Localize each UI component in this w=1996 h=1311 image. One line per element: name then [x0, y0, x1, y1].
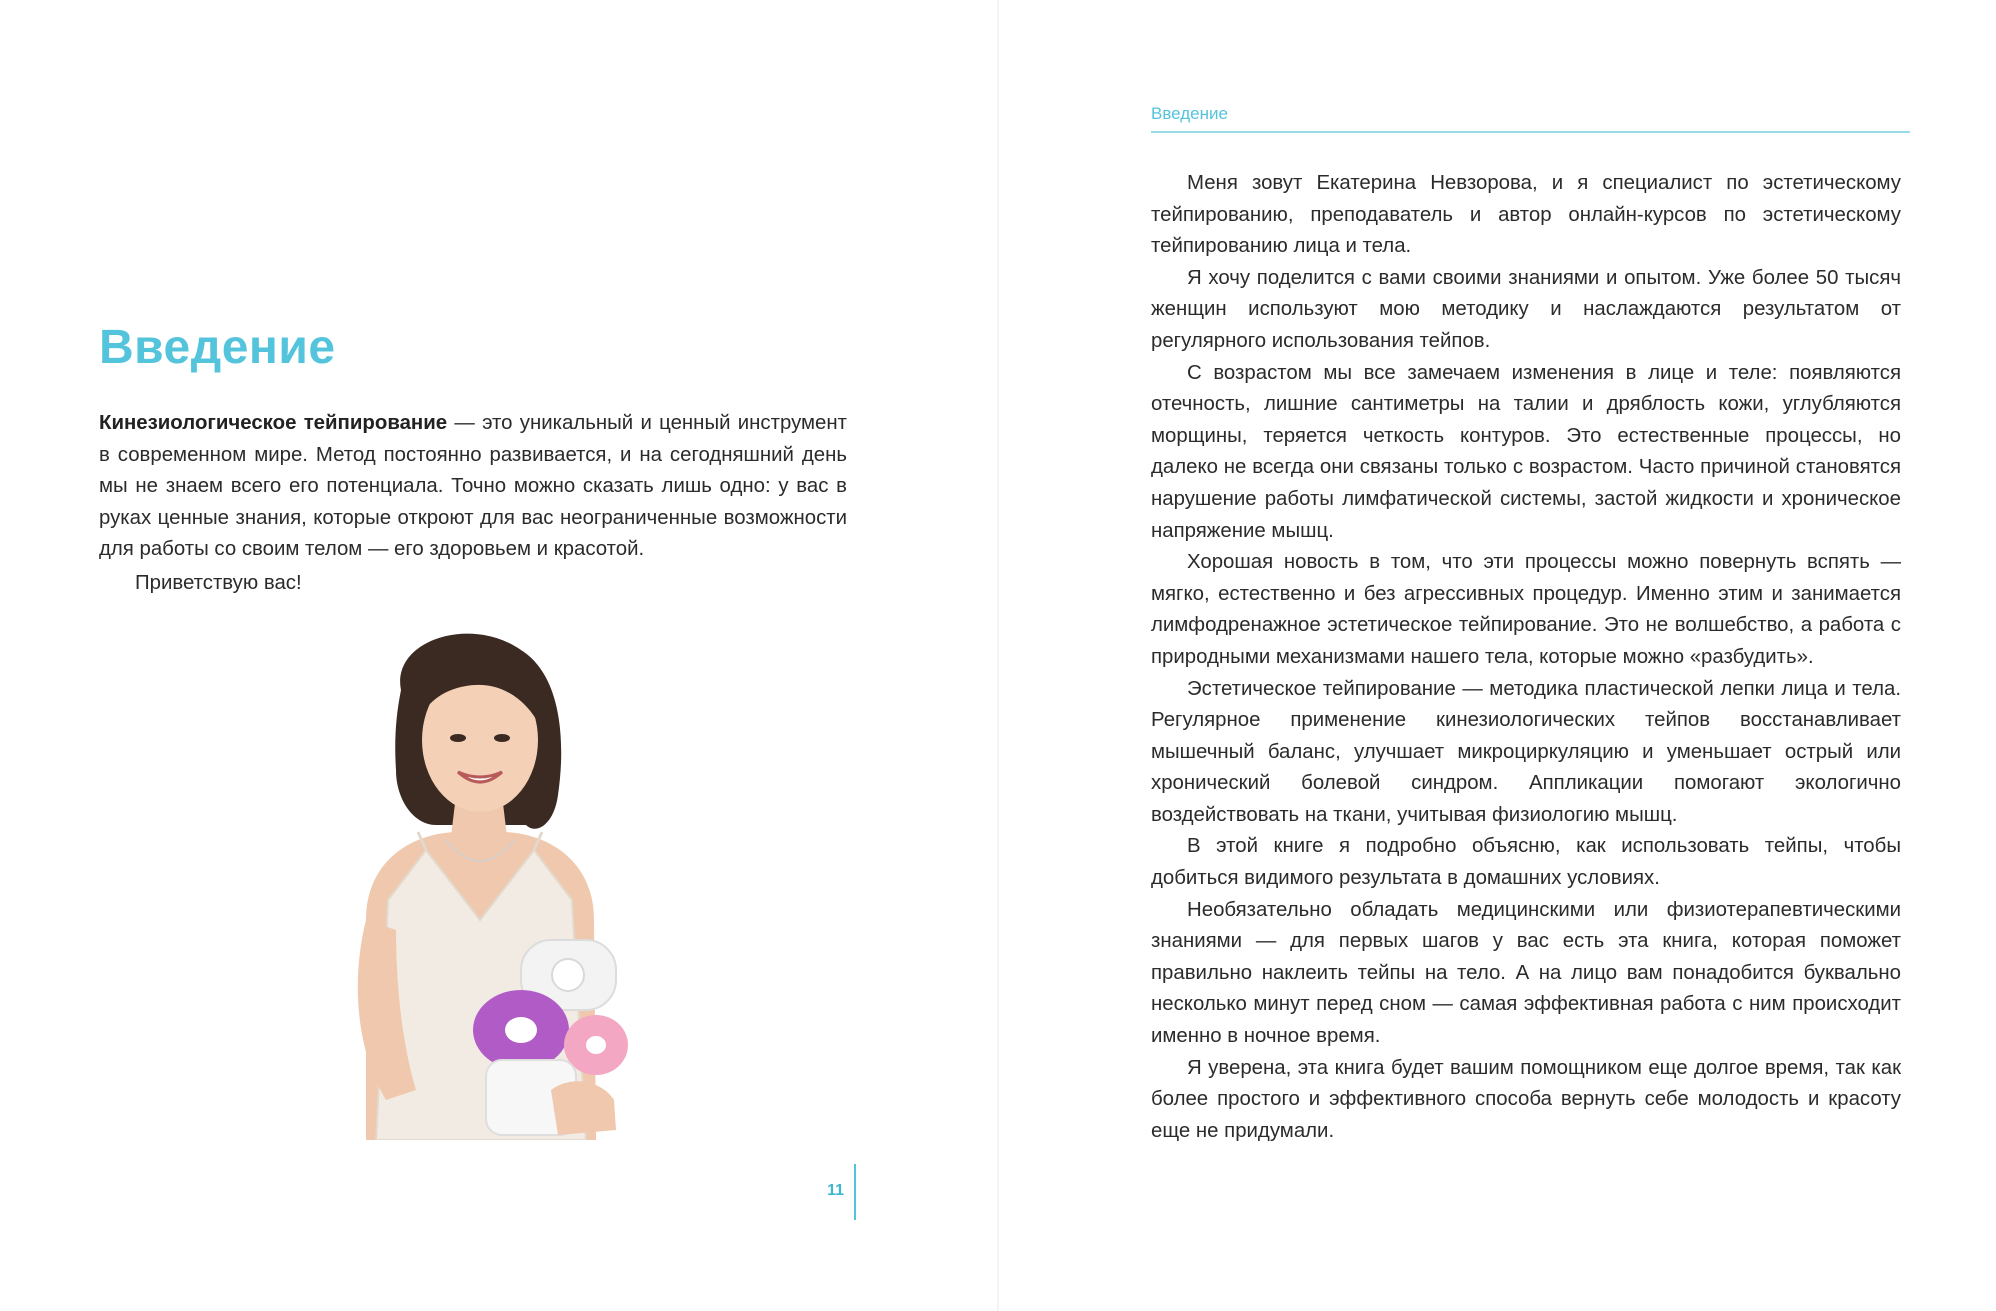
author-portrait: [296, 620, 666, 1140]
right-hand-shape: [551, 1081, 616, 1135]
folio-rule: [854, 1164, 856, 1220]
chapter-title: Введение: [99, 321, 336, 374]
page-number: 11: [827, 1182, 844, 1199]
body-paragraph: Меня зовут Екатерина Невзорова, и я специалист по эстетическому тейпированию, преподаватель и автор онлайн-курсов по эстетическому тейпированию лица и тела.: [1151, 172, 1901, 258]
intro-paragraph: [99, 408, 847, 566]
body-paragraph: Я хочу поделится с вами своими знаниями и опытом. Уже более 50 тысяч женщин используют мою методику и наслаждаются результатом от регулярного использования тейпов.: [1151, 266, 1901, 352]
right-eye-shape: [494, 734, 510, 742]
author-photo-illustration: [296, 620, 666, 1140]
tape-roll-purple-core-shape: [505, 1017, 537, 1043]
body-paragraph: В этой книге я подробно объясню, как использовать тейпы, чтобы добиться видимого результата в домашних условиях.: [1151, 835, 1901, 890]
body-paragraph: Необязательно обладать медицинскими или физиотерапевтическими знаниями — для первых шагов у вас есть эта книга, которая поможет правильно наклеить тейпы на тело. А на лицо вам понадобится буквально несколько минут перед сном — самая эффективная работа с ним происходит именно в ночное время.: [1151, 898, 1901, 1048]
tape-roll-core-shape: [552, 959, 584, 991]
body-paragraph: С возрастом мы все замечаем изменения в лице и теле: появляются отечность, лишние сантиметры на талии и дряблость кожи, углубляются морщины, теряется четкость контуров. Это естественные процессы, но далеко не всегда они связаны только с возрастом. Часто причиной становятся нарушение работы лимфатической системы, застой жидкости и хроническое напряжение мышц.: [1151, 361, 1901, 542]
intro-lead-term: Кинезиологическое тейпирование: [99, 412, 448, 434]
body-paragraph: Хорошая новость в том, что эти процессы можно повернуть вспять — мягко, естественно и без агрессивных процедур. Именно этим и занимается лимфодренажное эстетическое тейпирование. Это не волшебство, а работа с природными механизмами нашего тела, которые можно «разбудить».: [1151, 551, 1901, 668]
page-gutter: [997, 0, 999, 1311]
greeting: Приветствую вас!: [135, 572, 302, 594]
right-page: [1000, 0, 1996, 1311]
body-text: [1151, 168, 1901, 1147]
tape-roll-pink-core-shape: [586, 1036, 606, 1054]
left-page: [0, 0, 996, 1311]
page-folio: [820, 1164, 856, 1220]
left-eye-shape: [450, 734, 466, 742]
running-head: Введение: [1151, 104, 1228, 123]
intro-text: — это уникальный и ценный инструмент в современном мире. Метод постоянно развивается, и на сегодняшний день мы не знаем всего его потенциала. Точно можно сказать лишь одно: у вас в руках ценные знания, которые откроют для вас неограниченные возможности для работы со своим телом — его здоровьем и красотой.: [99, 412, 848, 561]
body-paragraph: Эстетическое тейпирование — методика пластической лепки лица и тела. Регулярное применение кинезиологических тейпов восстанавливает мышечный баланс, улучшает микроциркуляцию и уменьшает острый или хронический болевой синдром. Аппликации помогают экологично воздействовать на ткани, учитывая физиологию мышц.: [1151, 677, 1901, 826]
running-head-rule: [1151, 131, 1910, 133]
body-paragraph: Я уверена, эта книга будет вашим помощником еще долгое время, так как более простого и эффективного способа вернуть себе молодость и красоту еще не придумали.: [1151, 1056, 1901, 1142]
